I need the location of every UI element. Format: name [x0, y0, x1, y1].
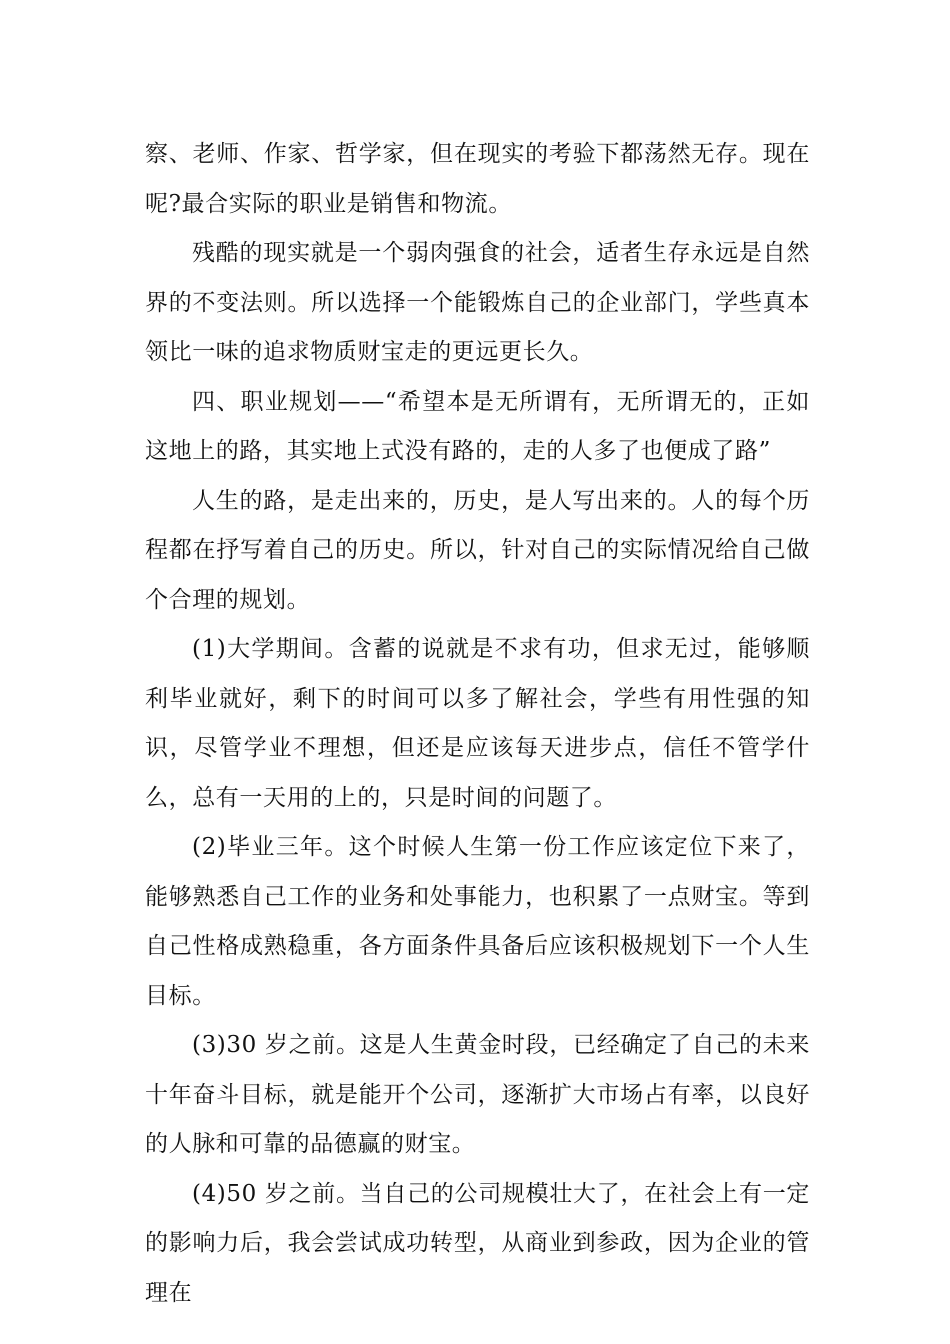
paragraph-harsh-reality: 残酷的现实就是一个弱肉强食的社会，适者生存永远是自然界的不变法则。所以选择一个能锻炼自己的企业部门，学些真本领比一味的追求物质财宝走的更远更长久。 [145, 240, 810, 365]
paragraph-plan-three-years: (2)毕业三年。这个时候人生第一份工作应该定位下来了，能够熟悉自己工作的业务和处事能力，也积累了一点财宝。等到自己性格成熟稳重，各方面条件具备后应该积极规划下一个人生目标。 [145, 834, 810, 1009]
paragraph-plan-before-50: (4)50 岁之前。当自己的公司规模壮大了，在社会上有一定的影响力后，我会尝试成功转型，从商业到参政，因为企业的管理在 [145, 1180, 810, 1306]
section-heading-career-planning: 四、职业规划——“希望本是无所谓有，无所谓无的，正如这地上的路，其实地上式没有路的，走的人多了也便成了路” [145, 388, 810, 464]
paragraph-plan-before-30: (3)30 岁之前。这是人生黄金时段，已经确定了自己的未来十年奋斗目标，就是能开个公司，逐渐扩大市场占有率，以良好的人脉和可靠的品德赢的财宝。 [145, 1032, 810, 1157]
document-body [145, 130, 810, 1318]
paragraph-continuation: 察、老师、作家、哲学家，但在现实的考验下都荡然无存。现在呢?最合实际的职业是销售和物流。 [145, 141, 810, 217]
paragraph-life-road: 人生的路，是走出来的，历史，是人写出来的。人的每个历程都在抒写着自己的历史。所以，针对自己的实际情况给自己做个合理的规划。 [145, 487, 810, 613]
paragraph-plan-university: (1)大学期间。含蓄的说就是不求有功，但求无过，能够顺利毕业就好，剩下的时间可以多了解社会，学些有用性强的知识，尽管学业不理想，但还是应该每天进步点，信任不管学什么，总有一天用的上的，只是时间的问题了。 [145, 636, 810, 811]
